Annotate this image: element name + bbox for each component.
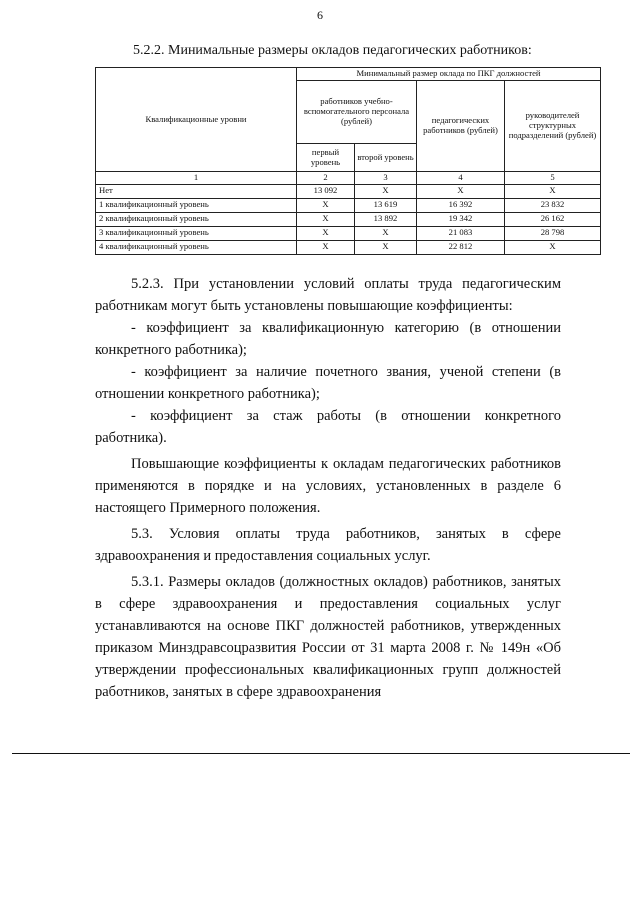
page-bottom-rule — [12, 753, 630, 754]
header-aux-second-level: второй уровень — [355, 144, 417, 172]
header-min-salary-group: Минимальный размер оклада по ПКГ должностей — [297, 68, 601, 81]
aux-first-value: 13 092 — [297, 184, 355, 198]
aux-second-value: 13 892 — [355, 212, 417, 226]
column-number: 4 — [417, 172, 505, 185]
header-aux-staff: работников учебно-вспомогательного персонала (рублей) — [297, 81, 417, 144]
aux-second-value: Х — [355, 226, 417, 240]
pedagogical-value: 22 812 — [417, 240, 505, 254]
document-body — [95, 273, 561, 703]
heads-value: Х — [505, 240, 601, 254]
heads-value: 26 162 — [505, 212, 601, 226]
column-number: 1 — [96, 172, 297, 185]
paragraph-5-3: 5.3. Условия оплаты труда работников, занятых в сфере здравоохранения и предоставления социальных услуг. — [95, 526, 561, 564]
aux-second-value: 13 619 — [355, 198, 417, 212]
aux-second-value: Х — [355, 240, 417, 254]
pedagogical-value: 16 392 — [417, 198, 505, 212]
header-aux-first-level: первый уровень — [297, 144, 355, 172]
table-row — [96, 226, 601, 240]
column-number: 5 — [505, 172, 601, 185]
heads-value: 23 832 — [505, 198, 601, 212]
header-department-heads: руководителей структурных подразделений (рублей) — [505, 81, 601, 172]
aux-first-value: Х — [297, 212, 355, 226]
pedagogical-value: Х — [417, 184, 505, 198]
salary-table — [95, 67, 601, 255]
aux-first-value: Х — [297, 240, 355, 254]
bullet-qualification-category: - коэффициент за квалификационную категорию (в отношении конкретного работника); — [95, 320, 561, 358]
row-level-label: 3 квалификационный уровень — [96, 226, 297, 240]
heads-value: Х — [505, 184, 601, 198]
aux-first-value: Х — [297, 198, 355, 212]
table-row — [96, 184, 601, 198]
header-qualification-levels: Квалификационные уровни — [96, 68, 297, 172]
table-row — [96, 198, 601, 212]
table-row — [96, 212, 601, 226]
pedagogical-value: 19 342 — [417, 212, 505, 226]
pedagogical-value: 21 083 — [417, 226, 505, 240]
aux-second-value: Х — [355, 184, 417, 198]
table-row — [96, 240, 601, 254]
page-number: 6 — [317, 8, 323, 22]
paragraph-increasing-coefficients: Повышающие коэффициенты к окладам педагогических работников применяются в порядке и на условиях, установленных в разделе 6 настоящего Примерного положения. — [95, 456, 561, 516]
row-level-label: Нет — [96, 184, 297, 198]
column-number: 2 — [297, 172, 355, 185]
bullet-honorary-title: - коэффициент за наличие почетного звания, ученой степени (в отношении конкретного работника); — [95, 364, 561, 402]
row-level-label: 2 квалификационный уровень — [96, 212, 297, 226]
column-number: 3 — [355, 172, 417, 185]
row-level-label: 4 квалификационный уровень — [96, 240, 297, 254]
row-level-label: 1 квалификационный уровень — [96, 198, 297, 212]
header-pedagogical-staff: педагогических работников (рублей) — [417, 81, 505, 172]
section-heading: 5.2.2. Минимальные размеры окладов педагогических работников: — [133, 43, 532, 58]
bullet-work-experience: - коэффициент за стаж работы (в отношении конкретного работника). — [95, 408, 561, 446]
heads-value: 28 798 — [505, 226, 601, 240]
paragraph-5-3-1: 5.3.1. Размеры окладов (должностных окладов) работников, занятых в сфере здравоохранения и предоставления социальных услуг устанавливаются на основе ПКГ должностей работников, утвержденных приказом Минздравсоцразвития России от 31 марта 2008 г. № 149н «Об утверждении профессиональных квалификационных групп должностей работников, занятых в сфере здравоохранения — [95, 574, 561, 700]
paragraph-5-2-3: 5.2.3. При установлении условий оплаты труда педагогическим работникам могут быть установлены повышающие коэффициенты: — [95, 276, 561, 314]
column-number-row — [96, 172, 601, 185]
aux-first-value: Х — [297, 226, 355, 240]
